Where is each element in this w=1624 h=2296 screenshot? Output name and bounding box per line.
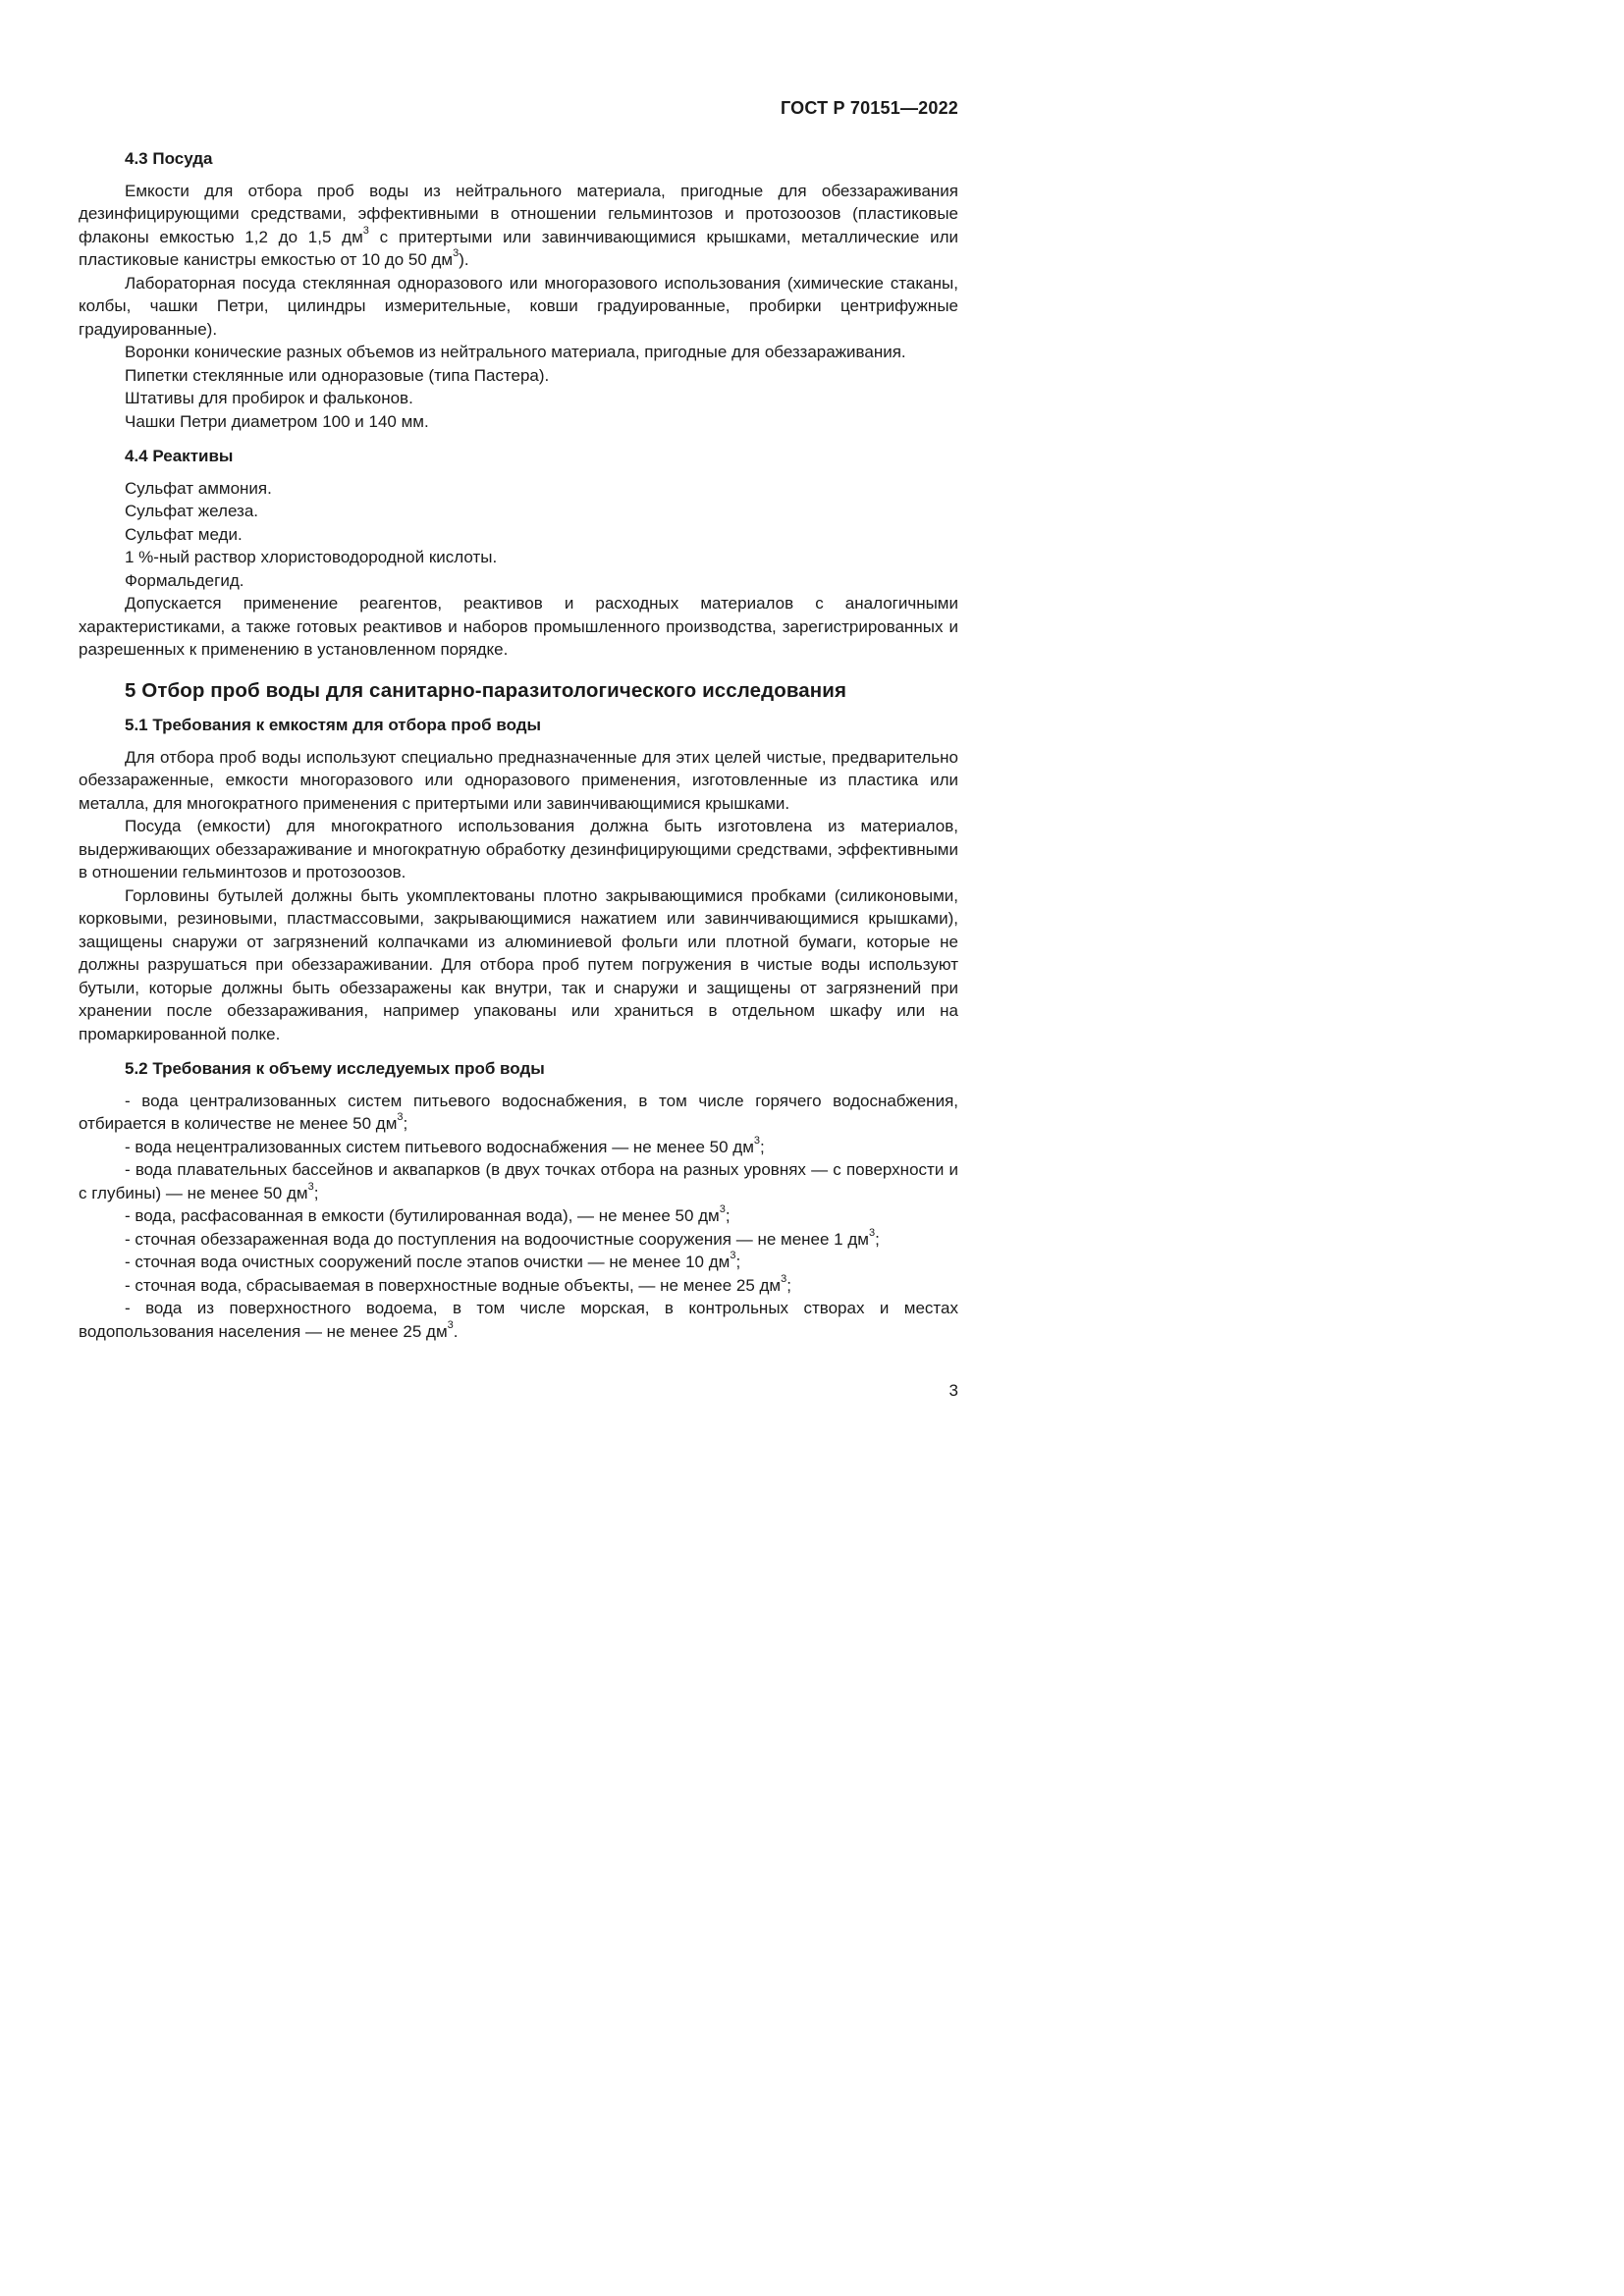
text-fragment: Емкости для отбора проб воды из нейтрального материала, пригодные для обеззараживания дезинфицирующими средствами, эффективными в отношении гельминтозов и протозоозов (пластиковые флаконы емкостью 1,2 до 1,5 дм <box>79 181 958 246</box>
section-4-3-paragraph-2: Лабораторная посуда стеклянная одноразового или многоразового использования (химические стаканы, колбы, чашки Петри, цилиндры измерительные, ковши градуированные, пробирки центрифужные градуированные). <box>79 273 958 339</box>
document-body <box>79 147 958 1343</box>
section-4-3-heading: 4.3 Посуда <box>125 149 213 168</box>
section-5-2-heading: 5.2 Требования к объему исследуемых проб воды <box>125 1059 545 1078</box>
section-4-4-line-2: Сульфат железа. <box>125 502 258 520</box>
text-fragment: ). <box>459 250 469 269</box>
section-5-heading: 5 Отбор проб воды для санитарно-паразитологического исследования <box>125 678 847 702</box>
section-5-2-item <box>79 1158 958 1204</box>
item-end: ; <box>313 1183 319 1202</box>
section-4-4-heading: 4.4 Реактивы <box>125 447 234 465</box>
section-4-4-line-1: Сульфат аммония. <box>125 478 272 498</box>
section-5-2-item <box>79 1274 958 1298</box>
item-text: - вода плавательных бассейнов и аквапарков (в двух точках отбора на разных уровнях — с поверхности и с глубины) — не менее 50 дм <box>79 1160 958 1202</box>
superscript: 3 <box>781 1272 787 1285</box>
section-4-3-line-3: Чашки Петри диаметром 100 и 140 мм. <box>125 411 429 431</box>
item-text: - вода нецентрализованных систем питьевого водоснабжения — не менее 50 дм <box>125 1137 754 1156</box>
section-4-3-paragraph-3: Воронки конические разных объемов из нейтрального материала, пригодные для обеззараживания. <box>125 343 906 361</box>
item-text: - сточная обеззараженная вода до поступления на водоочистные сооружения — не менее 1 дм <box>125 1229 869 1249</box>
section-4-4-paragraph-1: Допускается применение реагентов, реактивов и расходных материалов с аналогичными характеристиками, а также готовых реактивов и наборов промышленного производства, зарегистрированных и разрешенных к применению в установленном порядке. <box>79 594 958 659</box>
superscript: 3 <box>753 1134 761 1147</box>
section-5-2-item <box>79 1297 958 1343</box>
item-text: - сточная вода очистных сооружений после этапов очистки — не менее 10 дм <box>125 1253 731 1271</box>
section-4-4-line-5: Формальдегид. <box>125 570 244 590</box>
item-text: - сточная вода, сбрасываемая в поверхностные водные объекты, — не менее 25 дм <box>125 1275 782 1295</box>
superscript: 3 <box>307 1180 314 1193</box>
item-end: ; <box>760 1137 765 1156</box>
superscript: 3 <box>453 247 460 260</box>
section-4-4-line-4: 1 %-ный раствор хлористоводородной кислоты. <box>125 548 498 566</box>
section-5-2-item <box>79 1090 958 1136</box>
section-5-1-heading: 5.1 Требования к емкостям для отбора проб воды <box>125 716 542 734</box>
spacer <box>79 1045 958 1057</box>
text-fragment: с притертыми или завинчивающимися крышками, металлические или пластиковые канистры емкостью от 10 до 50 дм <box>79 227 958 269</box>
item-end: ; <box>735 1253 741 1271</box>
spacer <box>79 433 958 445</box>
section-5-1-paragraph-3: Горловины бутылей должны быть укомплектованы плотно закрывающимися пробками (силиконовыми, корковыми, резиновыми, пластмассовыми, закрывающимися нажатием или завинчивающимися крышками), защищены снаружи от загрязнений колпачками из алюминиевой фольги или плотной бумаги, которые не должны разрушаться при обеззараживании. Для отбора проб путем погружения в чистые воды используют бутыли, которые должны быть обеззаражены как внутри, так и снаружи и защищены от загрязнений при хранении после обеззараживания, например упакованы или храниться в отдельном шкафу или на промаркированной полке. <box>79 885 958 1043</box>
section-4-3-line-1: Пипетки стеклянные или одноразовые (типа Пастера). <box>125 365 550 385</box>
superscript: 3 <box>719 1203 726 1216</box>
section-5-2-item <box>79 1251 958 1274</box>
section-5-2-item <box>79 1228 958 1252</box>
item-end: ; <box>403 1114 408 1133</box>
item-end: ; <box>786 1275 791 1295</box>
item-end: . <box>453 1321 459 1341</box>
superscript: 3 <box>868 1226 876 1239</box>
document-id-header: ГОСТ Р 70151—2022 <box>780 98 958 118</box>
page-number: 3 <box>948 1381 958 1400</box>
item-text: - вода, расфасованная в емкости (бутилированная вода), — не менее 50 дм <box>125 1206 720 1225</box>
item-end: ; <box>875 1229 880 1249</box>
section-5-2-item <box>79 1204 958 1228</box>
superscript: 3 <box>362 224 369 237</box>
superscript: 3 <box>397 1111 404 1124</box>
item-end: ; <box>725 1206 731 1225</box>
item-text: - вода централизованных систем питьевого водоснабжения, в том числе горячего водоснабжения, отбирается в количестве не менее 50 дм <box>79 1091 958 1133</box>
item-text: - вода из поверхностного водоема, в том числе морская, в контрольных створах и местах водопользования населения — не менее 25 дм <box>79 1299 958 1341</box>
document-page <box>0 0 1080 1526</box>
section-5-2-item <box>79 1136 958 1159</box>
section-4-4-line-3: Сульфат меди. <box>125 524 243 544</box>
section-4-3-line-2: Штативы для пробирок и фальконов. <box>125 389 413 407</box>
section-4-3-paragraph-1 <box>79 180 958 272</box>
superscript: 3 <box>447 1318 454 1331</box>
section-5-1-paragraph-2: Посуда (емкости) для многократного использования должна быть изготовлена из материалов, выдерживающих обеззараживание и многократную обработку дезинфицирующими средствами, эффективными в отношении гельминтозов и протозоозов. <box>79 817 958 881</box>
section-5-1-paragraph-1: Для отбора проб воды используют специально предназначенные для этих целей чистые, предварительно обеззараженные, емкости многоразового или одноразового применения, изготовленные из пластика или металла, для многократного применения с притертыми или завинчивающимися крышками. <box>79 747 958 813</box>
superscript: 3 <box>730 1250 736 1262</box>
